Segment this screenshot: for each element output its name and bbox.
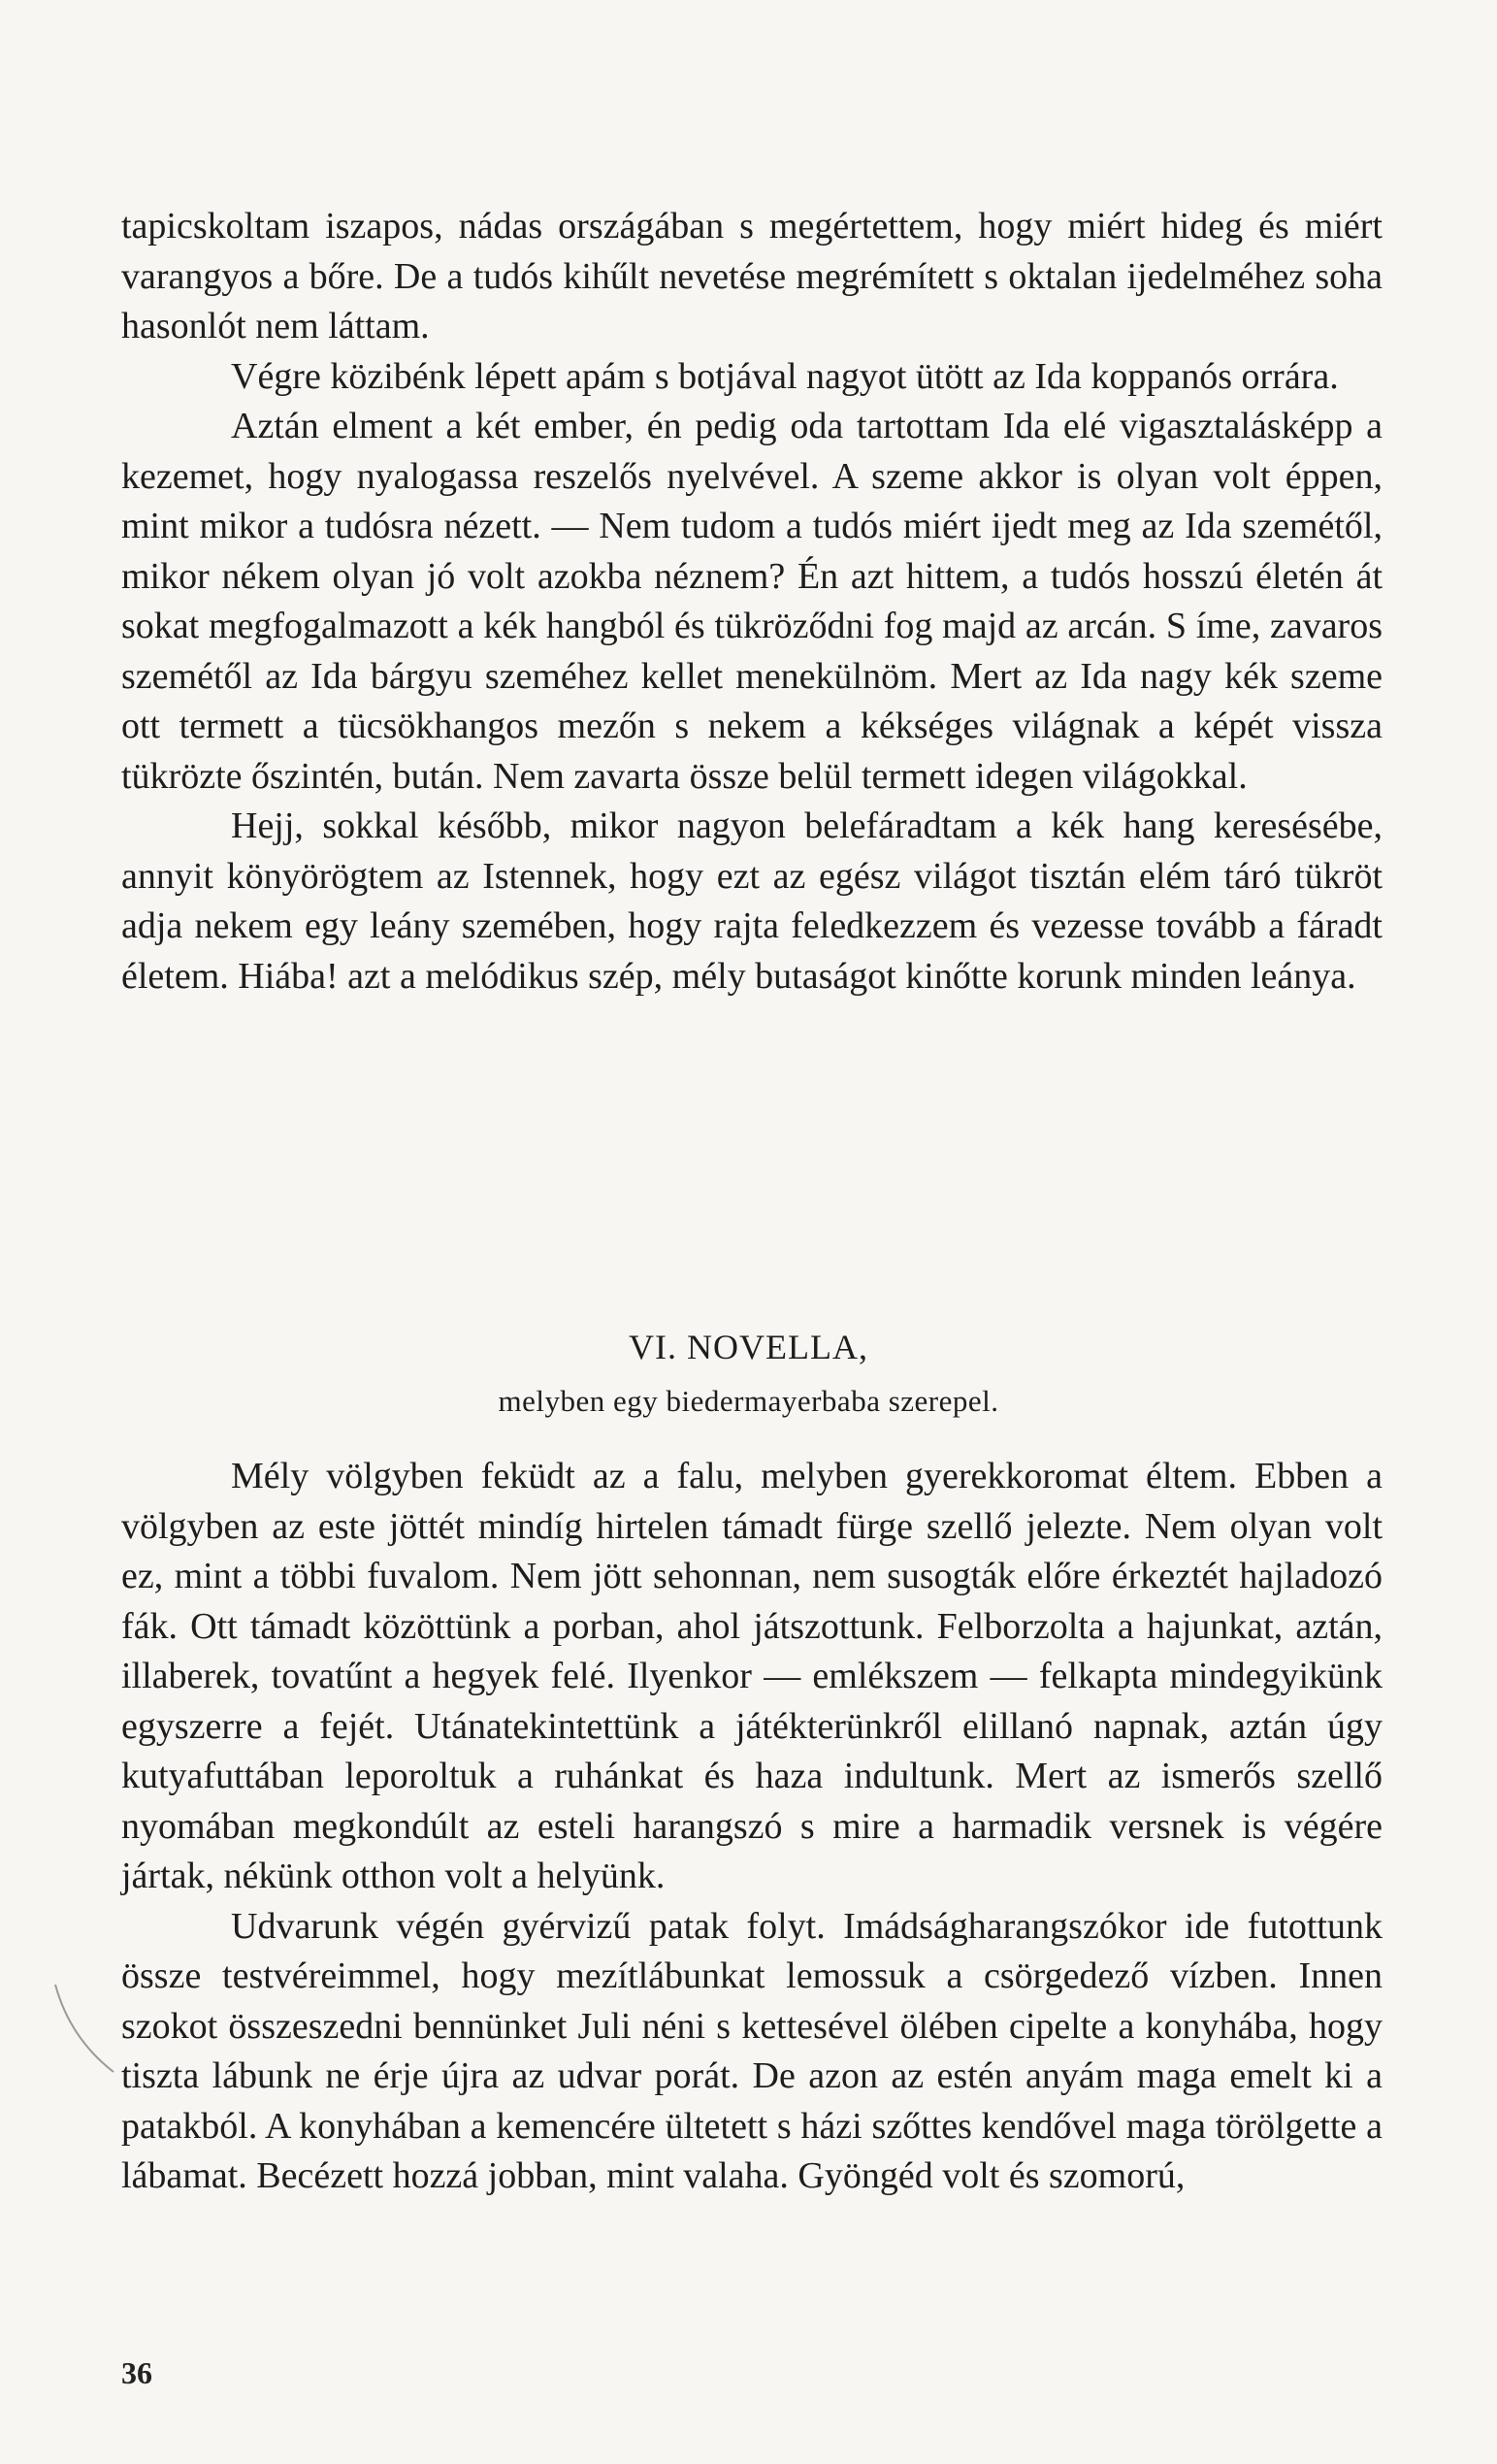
paragraph: Végre közibénk lépett apám s botjával nagyot ütött az Ida koppanós orrára. bbox=[231, 355, 1339, 397]
text-block-top bbox=[121, 202, 1383, 1002]
paragraph: Udvarunk végén gyérvizű patak folyt. Imádságharangszókor ide futottunk össze testvéreimmel, hogy mezítlábunkat lemossuk a csörgedező vízben. Innen szokot összeszedni bennünket Juli néni s kettesével ölében cipelte a konyhába, hogy tiszta lábunk ne érje újra az udvar porát. De azon az estén anyám maga emelt ki a patakból. A konyhában a kemencére ültetett s házi szőttes kendővel maga törölgette a lábamat. Becézett hozzá jobban, mint valaha. Gyöngéd volt és szomorú, bbox=[121, 1905, 1383, 2196]
paragraph: tapicskoltam iszapos, nádas országában s megértettem, hogy miért hideg és miért varangyos a bőre. De a tudós kihűlt nevetése megrémített s oktalan ijedelméhez soha hasonlót nem láttam. bbox=[121, 206, 1383, 346]
paragraph: Mély völgyben feküdt az a falu, melyben gyerekkoromat éltem. Ebben a völgyben az este jöttét mindíg hirtelen támadt fürge szellő jelezte. Nem olyan volt ez, mint a többi fuvalom. Nem jött sehonnan, nem susogták előre érkeztét hajladozó fák. Ott támadt közöttünk a porban, ahol játszottunk. Felborzolta a hajunkat, aztán, illaberek, tovatűnt a hegyek felé. Ilyenkor — emlékszem — felkapta mindegyikünk egyszerre a fejét. Utánatekintettünk a játékterünkről elillanó napnak, aztán úgy kutyafuttában leporoltuk a ruhánkat és haza indultunk. Mert az ismerős szellő nyomában megkondúlt az esteli harangszó s mire a harmadik versnek is végére jártak, nékünk otthon volt a helyünk. bbox=[121, 1456, 1383, 1896]
text-block-bottom bbox=[121, 1452, 1383, 2202]
chapter-subtitle: melyben egy biedermayerbaba szerepel. bbox=[498, 1384, 999, 1418]
paragraph: Aztán elment a két ember, én pedig oda tartottam Ida elé vigasztalásképp a kezemet, hogy nyalogassa reszelős nyelvével. A szeme akkor is olyan volt éppen, mint mikor a tudósra nézett. — Nem tudom a tudós miért ijedt meg az Ida szemétől, mikor nékem olyan jó volt azokba néznem? Én azt hittem, a tudós hosszú életén át sokat megfogalmazott a kék hangból és tükröződni fog majd az arcán. S íme, zavaros szemétől az Ida bárgyu szeméhez kellet menekülnöm. Mert az Ida nagy kék szeme ott termett a tücsökhangos mezőn s nekem a kékséges világnak a képét vissza tükrözte őszintén, bután. Nem zavarta össze belül termett idegen világokkal. bbox=[121, 406, 1383, 797]
page-number: 36 bbox=[121, 2355, 152, 2390]
chapter-title: VI. NOVELLA, bbox=[629, 1328, 868, 1366]
paragraph: Hejj, sokkal később, mikor nagyon belefáradtam a kék hang keresésébe, annyit könyörögtem az Istennek, hogy ezt az egész világot tisztán elém táró tükröt adja nekem egy leány szemében, hogy rajta feledkezzem és vezesse tovább a fáradt életem. Hiába! azt a melódikus szép, mély butaságot kinőtte korunk minden leánya. bbox=[121, 805, 1383, 997]
margin-pencil-mark bbox=[50, 1980, 118, 2077]
